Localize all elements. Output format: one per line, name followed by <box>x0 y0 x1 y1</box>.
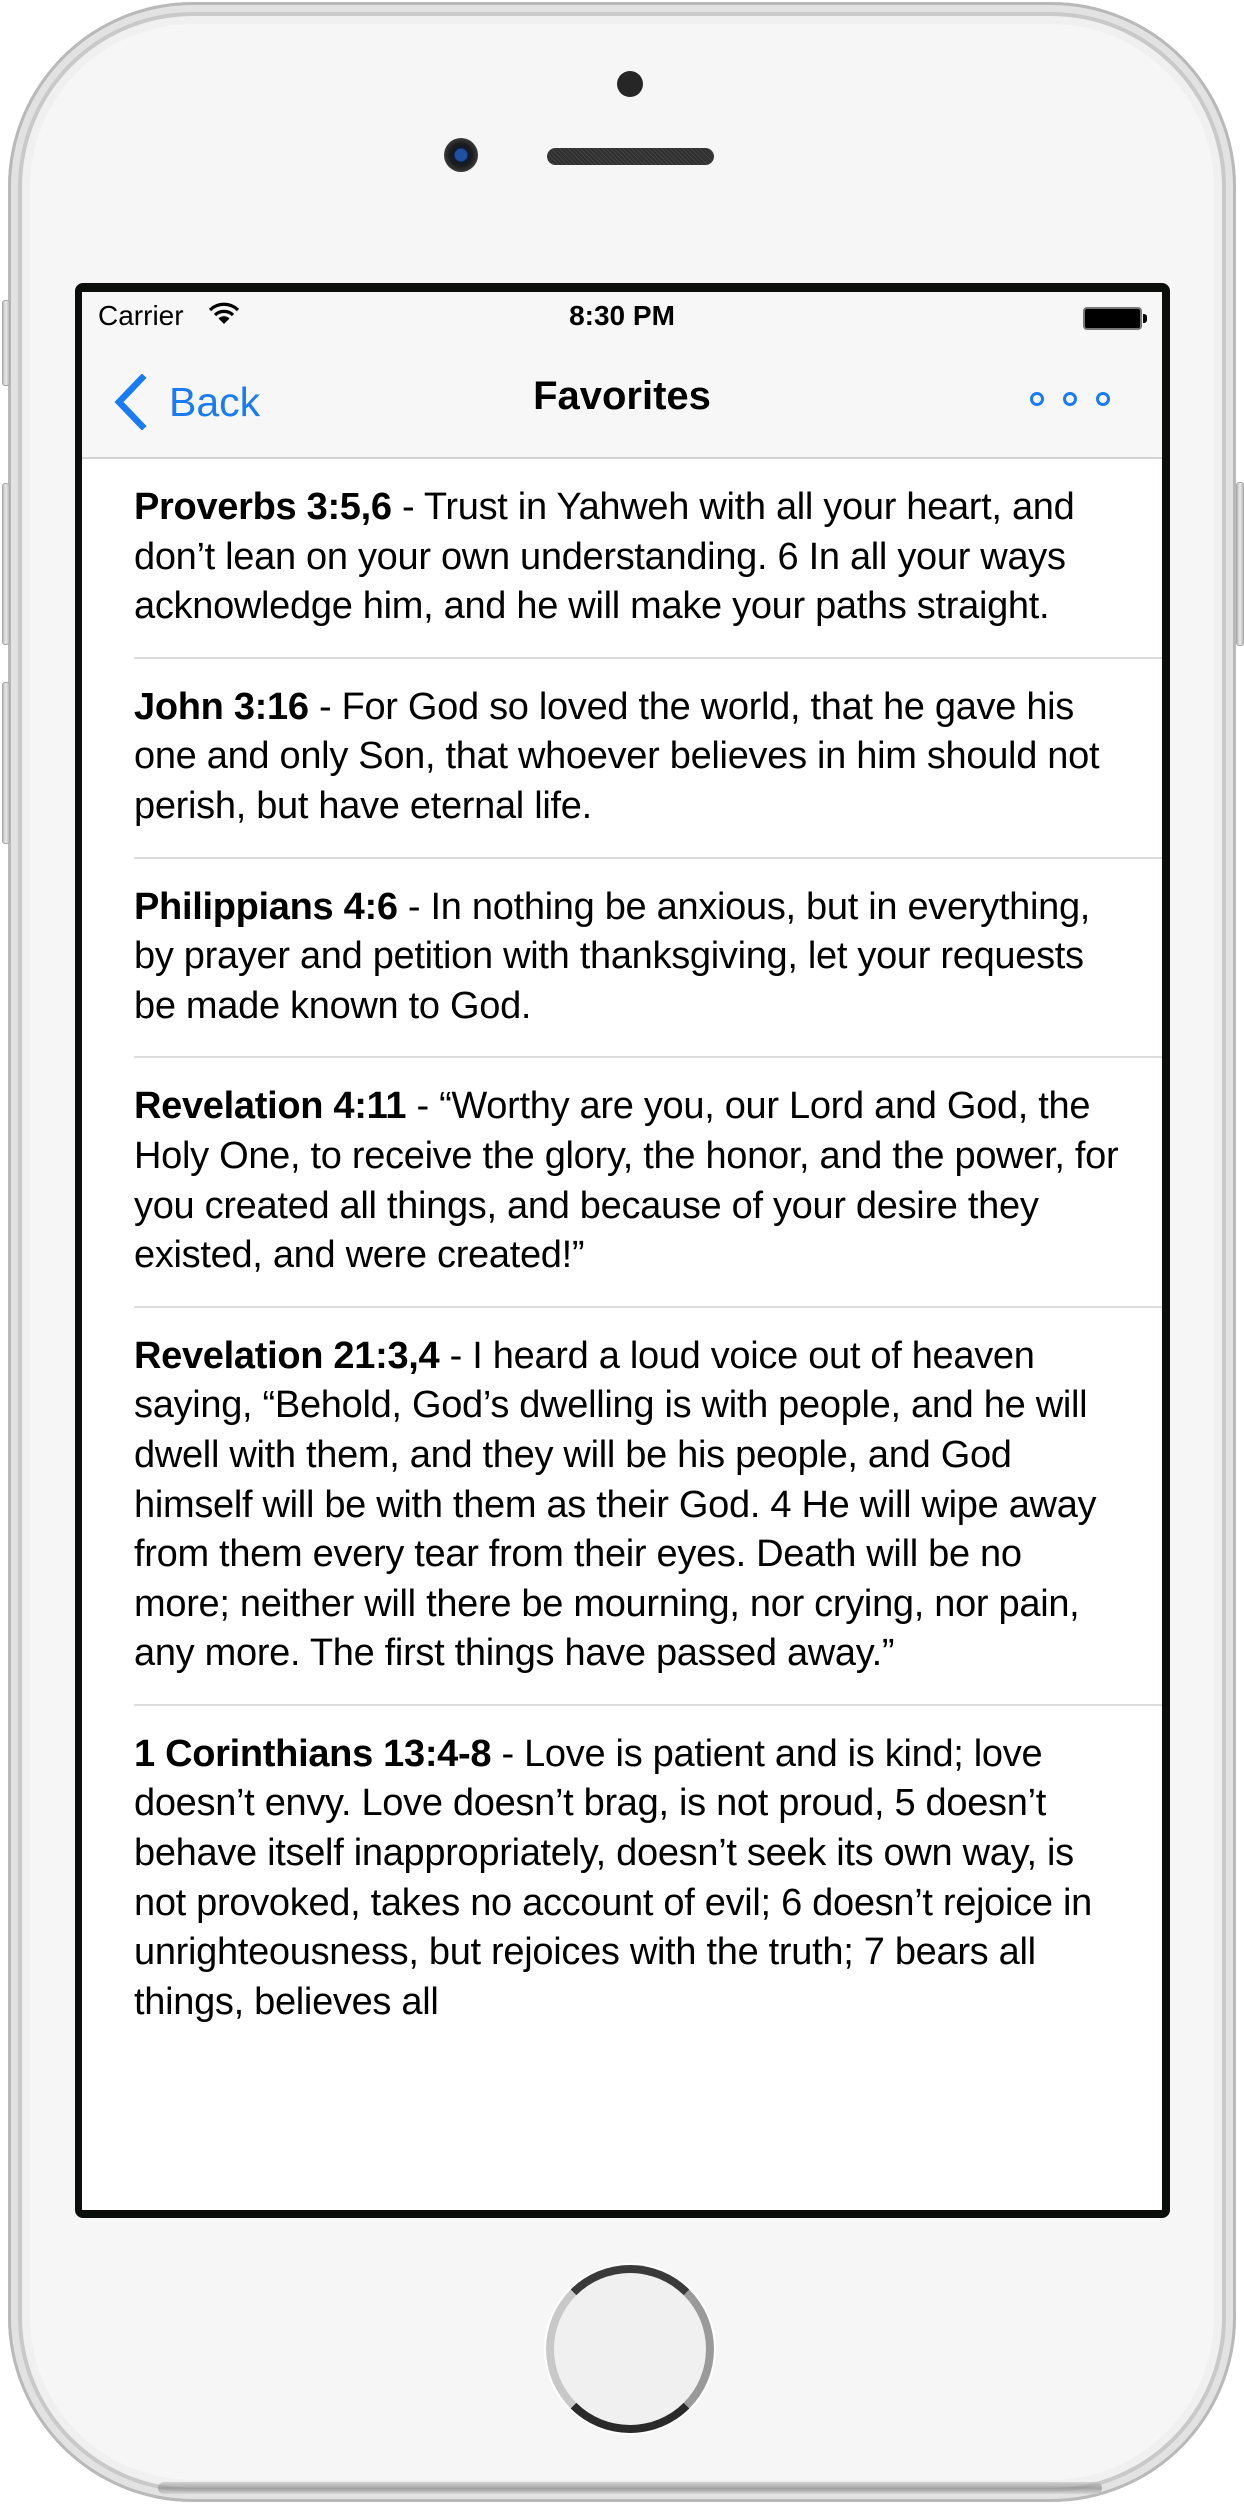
front-camera <box>444 138 478 172</box>
navigation-bar <box>82 292 1162 459</box>
carrier-label: Carrier <box>98 300 184 331</box>
verse-text: I heard a loud voice out of heaven saying, “Behold, God’s dwelling is with people, and he will dwell with them, and they will be his people, and God himself will be with them as their God. 4 He will wipe away from them every tear from their eyes. Death will be no more; neither will there be mourning, nor crying, nor pain, any more. The first things have passed away.” <box>134 1334 1097 1675</box>
verse-reference: 1 Corinthians 13:4-8 <box>134 1732 492 1775</box>
battery-nub <box>1143 314 1147 323</box>
home-button[interactable] <box>546 2265 714 2433</box>
proximity-sensor <box>617 71 643 97</box>
favorite-verse-row[interactable] <box>82 1308 1162 1706</box>
favorites-list <box>82 459 1162 2054</box>
verse-text: “Worthy are you, our Lord and God, the Holy One, to receive the glory, the honor, and the power, for you created all things, and because of your desire they existed, and were created!” <box>134 1085 1119 1277</box>
status-time: 8:30 PM <box>569 300 675 331</box>
verse-text: Love is patient and is kind; love doesn’t envy. Love doesn’t brag, is not proud, 5 doesn’t behave itself inappropriately, doesn’t seek its own way, is not provoked, takes no account of evil; 6 doesn’t rejoice in unrighteousness, but rejoices with the truth; 7 bears all things, believes all <box>134 1732 1092 2023</box>
verse-separator: - <box>406 1085 440 1128</box>
verse-separator: - <box>391 486 424 528</box>
more-dot-icon <box>1030 392 1044 406</box>
screen <box>82 292 1162 2210</box>
chevron-left-icon <box>112 374 148 430</box>
earpiece-speaker <box>547 148 714 165</box>
verse-separator: - <box>439 1334 473 1377</box>
battery-icon <box>1083 307 1142 330</box>
favorite-verse-row[interactable] <box>82 1058 1162 1307</box>
verse-reference: Revelation 21:3,4 <box>134 1334 440 1377</box>
back-label: Back <box>169 378 261 425</box>
verse-reference: Proverbs 3:5,6 <box>134 486 392 528</box>
verse-reference: Revelation 4:11 <box>134 1085 407 1128</box>
back-button[interactable] <box>112 372 260 432</box>
favorite-verse-row[interactable] <box>82 659 1162 859</box>
volume-down-button <box>2 682 10 844</box>
verse-separator: - <box>397 885 431 928</box>
favorite-verse-row[interactable] <box>82 1706 1162 2055</box>
verse-text: Trust in Yahweh with all your heart, and don’t lean on your own understanding. 6 In all your ways acknowledge him, and he will make your paths straight. <box>134 486 1075 628</box>
verse-separator: - <box>491 1732 525 1775</box>
power-button <box>1236 482 1244 646</box>
more-dot-icon <box>1063 392 1077 406</box>
favorite-verse-row[interactable] <box>82 459 1162 659</box>
page-title: Favorites <box>533 374 711 418</box>
verse-reference: Philippians 4:6 <box>134 885 398 928</box>
phone-bottom-edge <box>158 2482 1102 2494</box>
more-options-button[interactable] <box>1030 386 1110 412</box>
verse-reference: John 3:16 <box>134 685 309 728</box>
verse-text: In nothing be anxious, but in everything, by prayer and petition with thanksgiving, let your requests be made known to God. <box>134 885 1091 1027</box>
verse-text: For God so loved the world, that he gave his one and only Son, that whoever believes in him should not perish, but have eternal life. <box>134 685 1100 827</box>
more-dot-icon <box>1096 392 1110 406</box>
verse-separator: - <box>308 685 342 728</box>
mute-switch <box>2 300 10 386</box>
volume-up-button <box>2 483 10 645</box>
favorite-verse-row[interactable] <box>82 859 1162 1059</box>
